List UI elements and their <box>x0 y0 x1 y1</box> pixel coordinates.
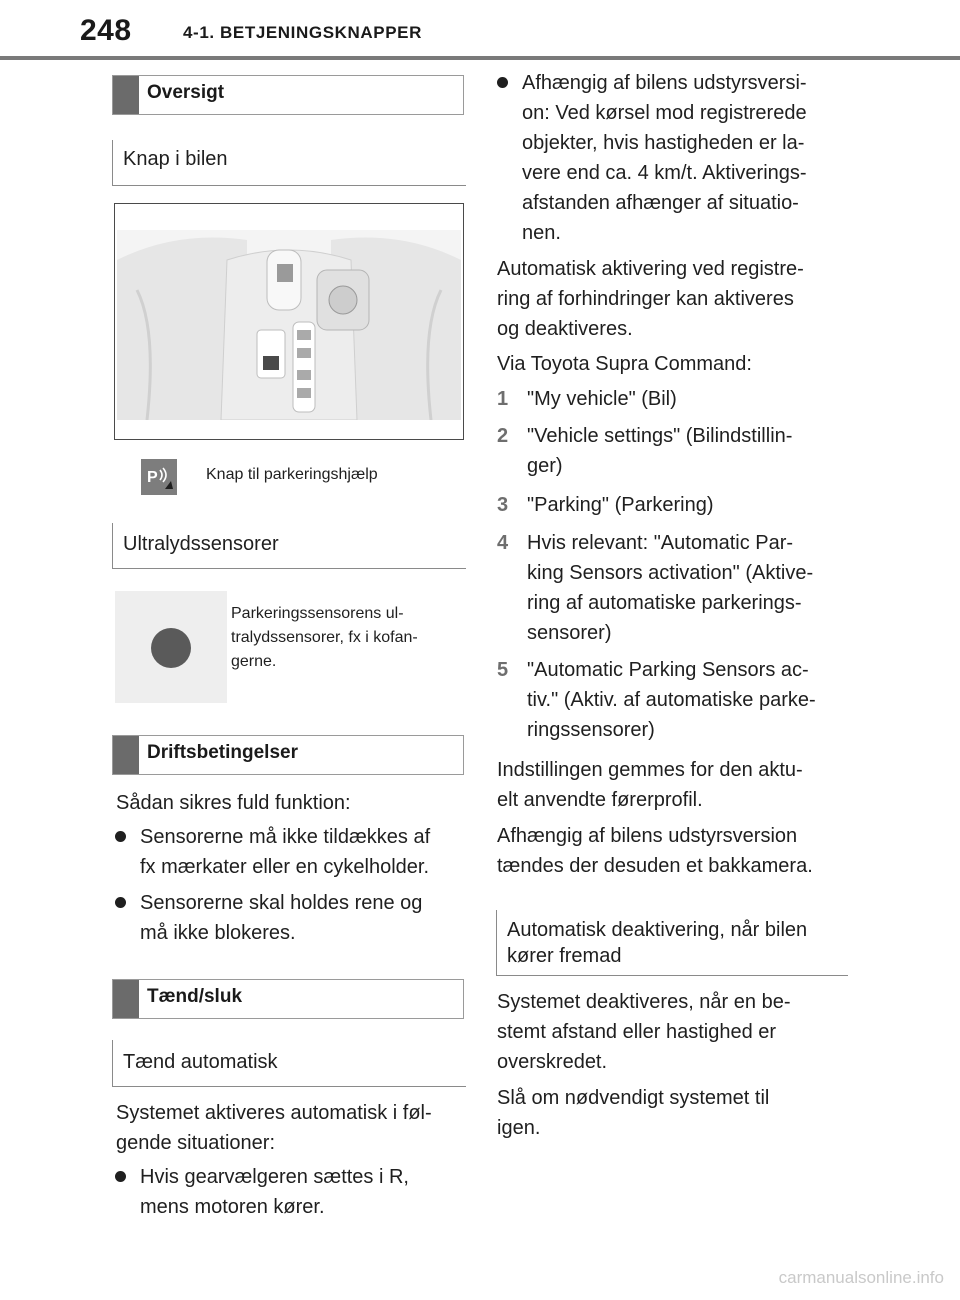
bullet-item: Hvis gearvælgeren sættes i R, mens motoren kører. <box>115 1162 465 1222</box>
paragraph: Systemet deaktiveres, når en be- stemt afstand eller hastighed er overskredet. <box>497 991 791 1073</box>
paragraph: Via Toyota Supra Command: <box>497 353 752 375</box>
drift-intro: Sådan sikres fuld funktion: <box>116 792 351 814</box>
step-item: 3 "Parking" (Parkering) <box>497 490 857 520</box>
svg-text:P: P <box>147 469 158 486</box>
bullet-dot <box>497 77 508 88</box>
header-divider <box>0 56 960 60</box>
paragraph: Indstillingen gemmes for den aktu- elt anvendte førerprofil. <box>497 759 803 811</box>
step-item: 1 "My vehicle" (Bil) <box>497 384 857 414</box>
section-taend-sluk <box>112 979 464 1019</box>
bullet-item: Sensorerne skal holdes rene og må ikke blokeres. <box>115 888 465 948</box>
subsection-automatisk-deaktivering <box>496 910 848 976</box>
step-number: 4 <box>497 532 509 554</box>
step-item: 4 Hvis relevant: "Automatic Par- king Sensors activation" (Aktive- ring af automatiske parkerings- sensorer) <box>497 528 857 648</box>
step-item: 2 "Vehicle settings" (Bilindstillin- ger) <box>497 421 857 481</box>
console-drawing <box>117 230 461 420</box>
sensor-image <box>115 591 227 703</box>
section-oversigt <box>112 75 464 115</box>
car-console-illustration <box>114 203 464 440</box>
paragraph: Slå om nødvendigt systemet til igen. <box>497 1087 770 1139</box>
bullet-dot <box>115 897 126 908</box>
section-title: Tænd/sluk <box>147 986 243 1007</box>
subsection-ultralyd <box>112 523 466 569</box>
bullet-dot <box>115 831 126 842</box>
legend-sensor: Parkeringssensorens ul- tralydssensorer, fx i kofan- gerne. <box>231 605 418 670</box>
page-number: 248 <box>80 14 132 47</box>
subsection-knap-i-bilen <box>112 140 466 186</box>
bullet-item: Sensorerne må ikke tildækkes af fx mærkater eller en cykelholder. <box>115 822 465 882</box>
section-title: Oversigt <box>147 82 225 103</box>
paragraph: Afhængig af bilens udstyrsversion tændes der desuden et bakkamera. <box>497 825 813 877</box>
step-number: 1 <box>497 388 509 410</box>
subsection-title: Ultralydssensorer <box>123 533 279 555</box>
chapter-title: 4-1. BETJENINGSKNAPPER <box>183 23 422 42</box>
subsection-title: Knap i bilen <box>123 148 228 170</box>
legend-parking-button: Knap til parkeringshjælp <box>206 466 378 483</box>
park-assist-icon <box>141 459 177 495</box>
auto-intro: Systemet aktiveres automatisk i føl- gende situationer: <box>116 1102 432 1154</box>
subsection-title: Tænd automatisk <box>123 1051 278 1073</box>
subsection-title: Automatisk deaktivering, når bilen kører fremad <box>507 919 808 967</box>
step-number: 2 <box>497 425 509 447</box>
watermark: carmanualsonline.info <box>778 1268 944 1287</box>
step-number: 5 <box>497 659 509 681</box>
paragraph: Automatisk aktivering ved registre- ring af forhindringer kan aktiveres og deaktiveres. <box>497 258 804 340</box>
bullet-dot <box>115 1171 126 1182</box>
subsection-taend-automatisk <box>112 1040 466 1087</box>
section-title: Driftsbetingelser <box>147 742 298 763</box>
bullet-item: Afhængig af bilens udstyrsversi- on: Ved kørsel mod registrerede objekter, hvis hastigheden er la- vere end ca. 4 km/t. Aktiverings- afstanden afhænger af situatio- nen. <box>497 68 857 248</box>
step-number: 3 <box>497 494 509 516</box>
section-driftsbetingelser <box>112 735 464 775</box>
step-item: 5 "Automatic Parking Sensors ac- tiv." (Aktiv. af automatiske parke- ringssensorer) <box>497 655 857 745</box>
sensor-icon <box>151 628 191 668</box>
